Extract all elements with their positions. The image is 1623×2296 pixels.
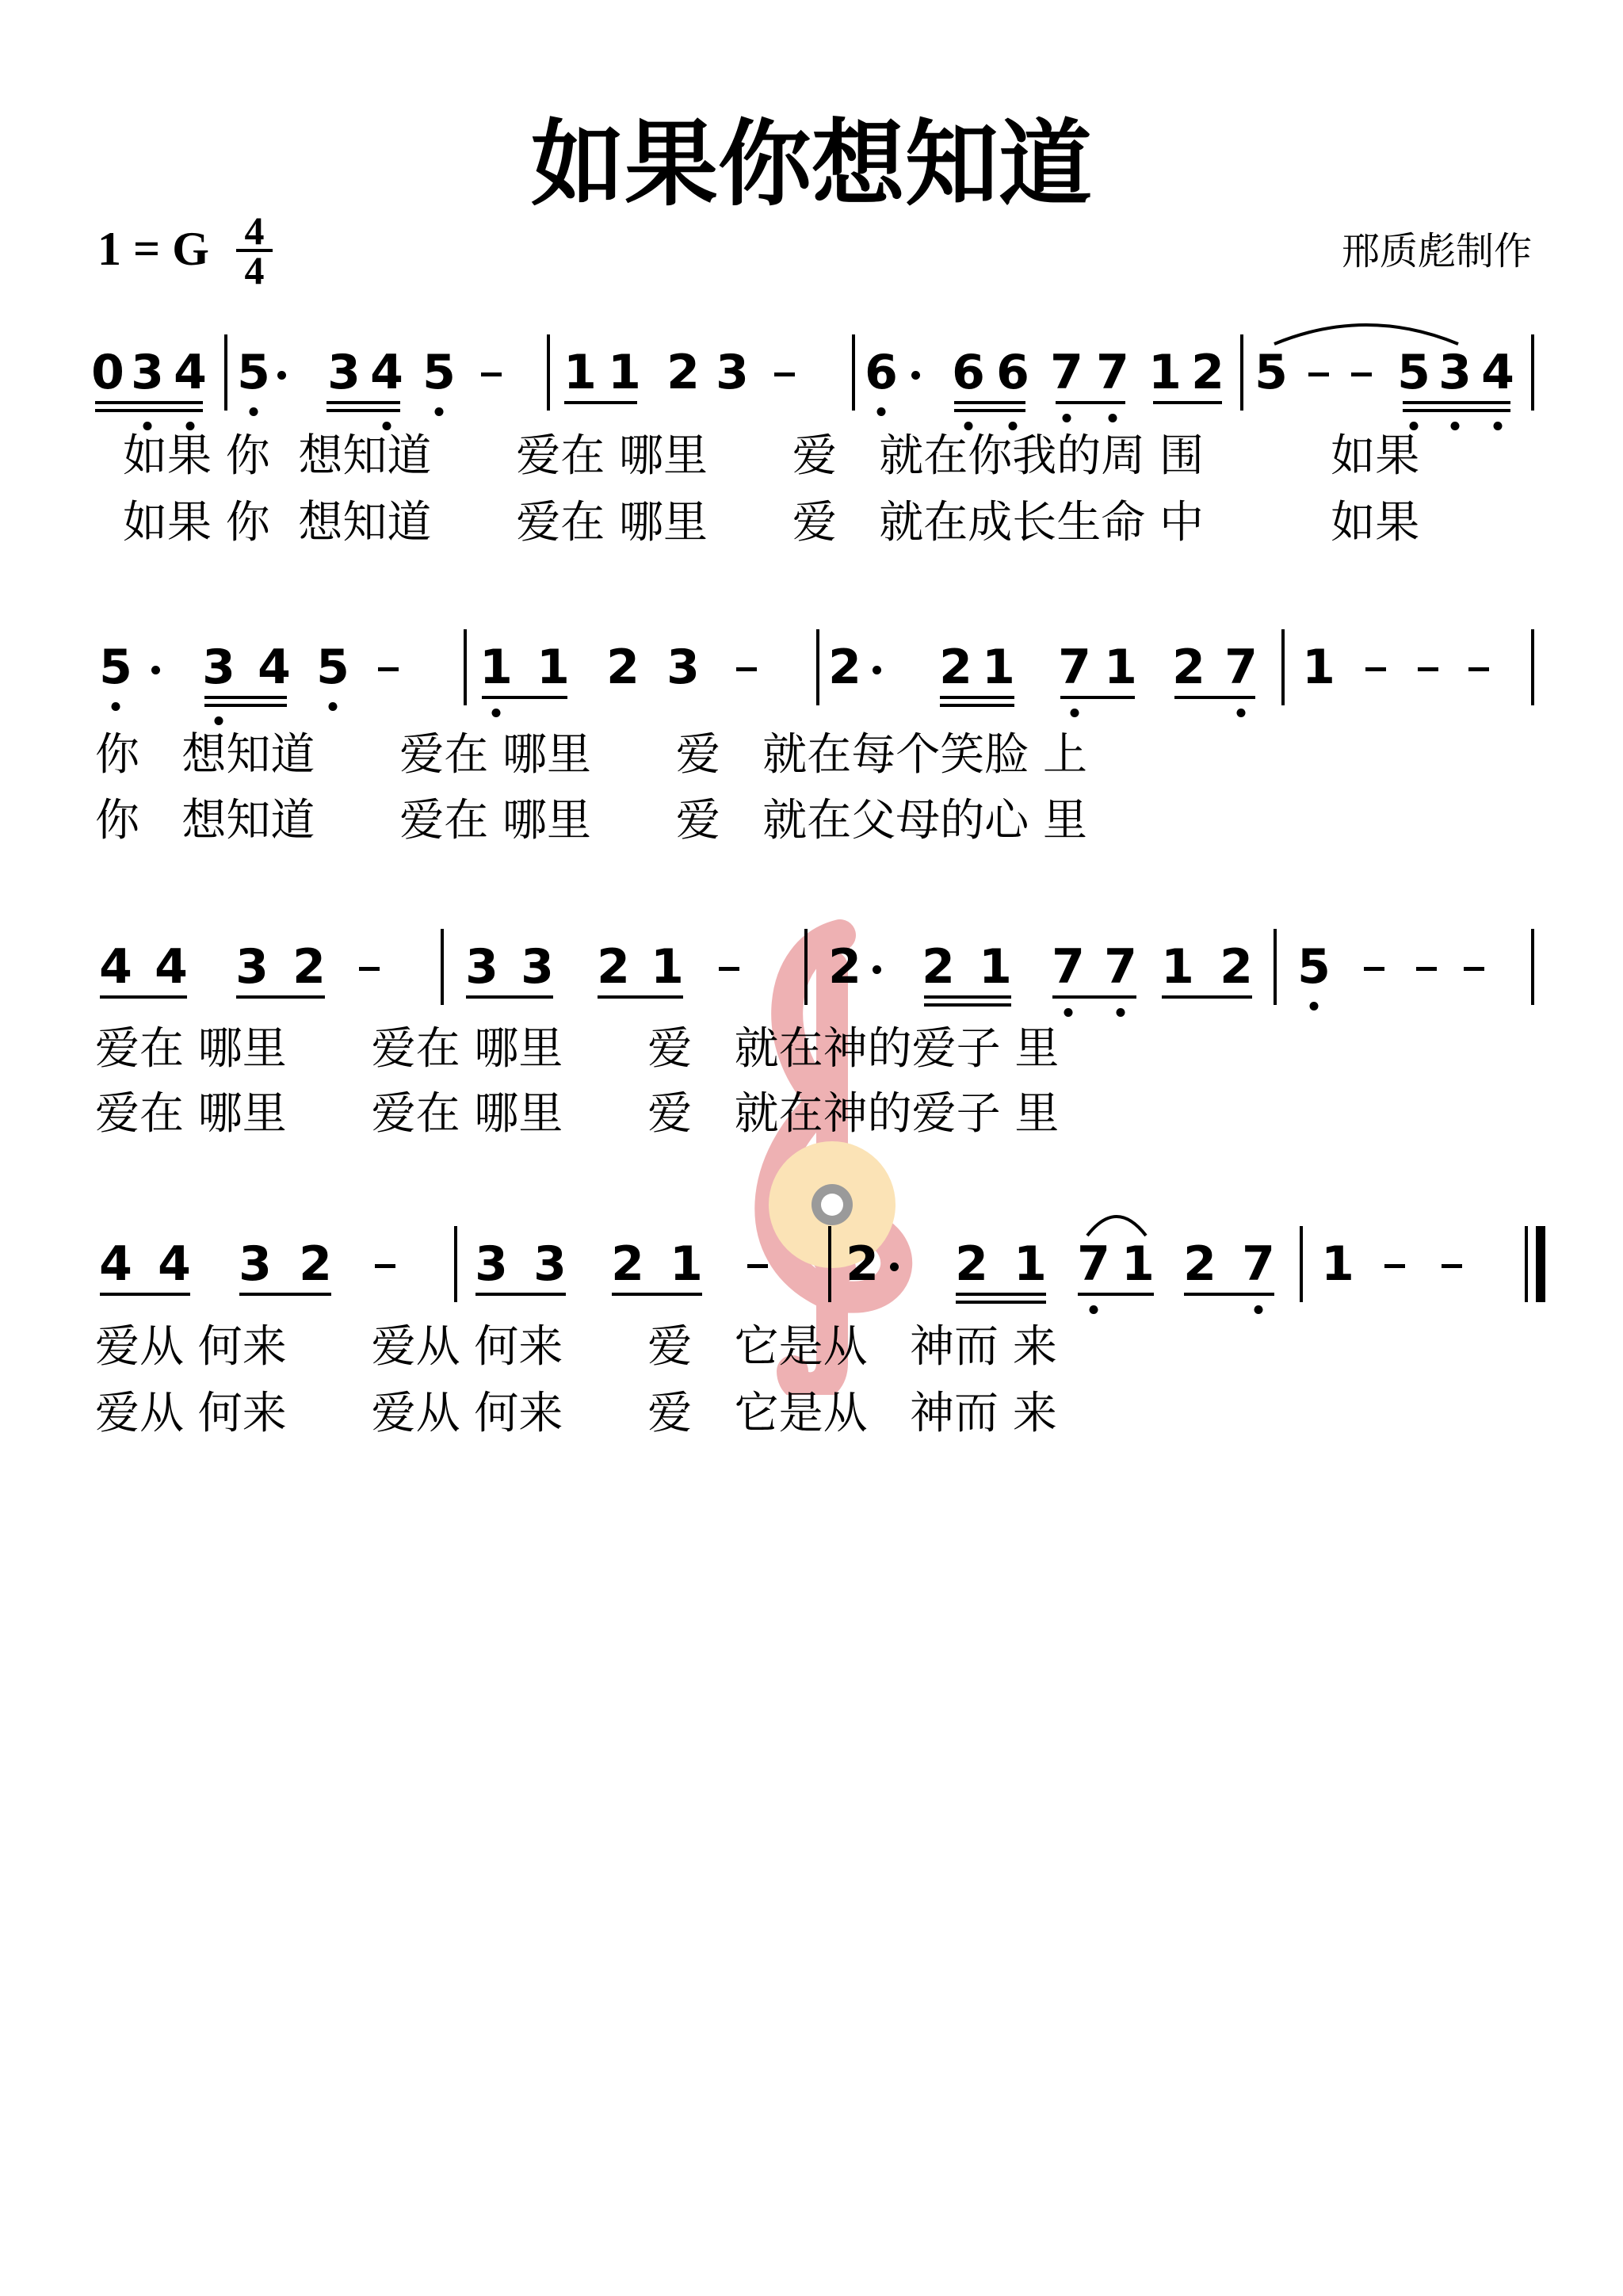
sustain-dash <box>1351 372 1372 376</box>
sustain-dash <box>736 667 757 671</box>
beam-line <box>1174 696 1255 699</box>
sustain-dash <box>378 667 399 671</box>
beam-line <box>100 1293 190 1296</box>
note: 1 <box>479 640 513 695</box>
sustain-dash-label <box>1474 945 1475 946</box>
note: 5 <box>422 345 456 400</box>
note: 2 <box>846 1236 879 1292</box>
bar-line <box>1274 929 1277 1005</box>
note: 1 <box>1161 939 1194 995</box>
beam-line <box>612 1293 702 1296</box>
note: 1 <box>982 640 1015 695</box>
note: 4 <box>1481 345 1514 400</box>
sustain-dash-label <box>369 945 370 946</box>
lyric-line: 爱在 哪里 爱在 哪里 爱 就在神的爱子 里 <box>95 1088 1060 1140</box>
sustain-dash-label <box>1361 350 1362 351</box>
note: 1 <box>1321 1236 1354 1292</box>
note: 2 <box>828 640 861 695</box>
octave-dot <box>143 422 152 430</box>
sustain-dash <box>1468 667 1489 671</box>
lyric-line: 爱在 哪里 爱在 哪里 爱 就在神的爱子 里 <box>95 1023 1060 1075</box>
beam-line <box>466 995 553 999</box>
octave-dot <box>329 702 338 711</box>
note: 1 <box>670 1236 703 1292</box>
note: 1 <box>1302 640 1335 695</box>
beam-line <box>95 401 203 404</box>
note: 2 <box>939 640 972 695</box>
sustain-dash <box>1464 967 1484 971</box>
sustain-dash <box>481 372 502 376</box>
beam-line <box>327 401 400 404</box>
slur-mark <box>1086 1205 1148 1237</box>
note: 4 <box>158 1236 191 1292</box>
note: 3 <box>475 1236 508 1292</box>
note: 1 <box>537 640 570 695</box>
octave-dot <box>492 709 501 717</box>
beam-line <box>1162 995 1252 999</box>
note: 7 <box>1052 939 1085 995</box>
bar-line <box>441 929 444 1005</box>
note: 1 <box>563 345 597 400</box>
note: 3 <box>533 1236 567 1292</box>
augmentation-dot <box>873 666 881 674</box>
beam-line <box>924 995 1011 999</box>
beam-line <box>236 995 325 999</box>
octave-dot <box>1494 422 1503 430</box>
octave-dot <box>1254 1305 1263 1314</box>
note: 2 <box>1183 1236 1216 1292</box>
note: 7 <box>1104 939 1137 995</box>
beam-line <box>1403 409 1510 412</box>
lyric-line: 爱从 何来 爱从 何来 爱 它是从 神而 来 <box>95 1388 1057 1439</box>
time-signature-top: 4 <box>244 208 265 253</box>
augmentation-dot <box>911 371 920 380</box>
augmentation-dot <box>277 371 286 380</box>
octave-dot <box>1109 414 1117 422</box>
note: 2 <box>597 939 630 995</box>
octave-dot <box>435 407 444 416</box>
note: 7 <box>1058 640 1091 695</box>
note: 1 <box>1121 1236 1155 1292</box>
sustain-dash-label <box>1395 1242 1396 1243</box>
beam-line <box>1056 401 1125 404</box>
beam-line <box>239 1293 331 1296</box>
note: 2 <box>606 640 640 695</box>
note: 7 <box>1050 345 1083 400</box>
beam-line <box>564 401 637 404</box>
note: 2 <box>955 1236 988 1292</box>
beam-line <box>475 1293 566 1296</box>
note: 2 <box>611 1236 644 1292</box>
note: 1 <box>1148 345 1182 400</box>
sustain-dash-label <box>729 945 730 946</box>
augmentation-dot <box>151 666 160 674</box>
octave-dot <box>1451 422 1460 430</box>
octave-dot <box>964 422 973 430</box>
beam-line <box>1052 995 1136 999</box>
note: 3 <box>202 640 235 695</box>
sustain-dash <box>747 1264 768 1268</box>
note: 4 <box>258 640 291 695</box>
bar-line <box>852 334 855 411</box>
octave-dot <box>1237 709 1246 717</box>
note: 2 <box>828 939 861 995</box>
augmentation-dot <box>890 1263 899 1271</box>
note: 3 <box>521 939 554 995</box>
octave-dot <box>877 407 886 416</box>
lyric-line: 你 想知道 爱在 哪里 爱 就在每个笑脸 上 <box>95 729 1088 781</box>
note: 2 <box>1172 640 1205 695</box>
beam-line <box>956 1301 1046 1304</box>
octave-dot <box>1064 1008 1073 1017</box>
beam-line <box>1403 401 1510 404</box>
beam-line <box>95 409 203 412</box>
octave-dot <box>1310 1002 1319 1010</box>
note: 2 <box>666 345 700 400</box>
beam-line <box>598 995 683 999</box>
octave-dot <box>112 702 120 711</box>
note: 5 <box>1254 345 1288 400</box>
sustain-dash <box>774 372 795 376</box>
final-bar-thick <box>1536 1226 1545 1302</box>
bar-line <box>1240 334 1243 411</box>
bar-line <box>828 1226 831 1302</box>
note: 3 <box>716 345 749 400</box>
bar-line <box>464 629 467 705</box>
sustain-dash-label <box>491 350 492 351</box>
note: 4 <box>99 1236 132 1292</box>
sustain-dash <box>1384 1264 1405 1268</box>
note: 7 <box>1077 1236 1110 1292</box>
note: 5 <box>1297 939 1331 995</box>
note: 4 <box>370 345 403 400</box>
beam-line <box>956 1293 1046 1296</box>
beam-line <box>1078 1293 1154 1296</box>
note: 3 <box>666 640 700 695</box>
octave-dot <box>1410 422 1419 430</box>
key-signature: 1 = G <box>97 223 209 275</box>
octave-dot <box>1063 414 1071 422</box>
sustain-dash-label <box>1452 1242 1453 1243</box>
beam-line <box>100 995 187 999</box>
sustain-dash-label <box>1426 945 1427 946</box>
note: 5 <box>1397 345 1430 400</box>
note: 2 <box>299 1236 332 1292</box>
sustain-dash <box>1308 372 1329 376</box>
beam-line <box>1060 696 1135 699</box>
bar-line <box>804 929 808 1005</box>
beam-line <box>1184 1293 1274 1296</box>
note: 6 <box>952 345 985 400</box>
bar-line <box>1531 334 1534 411</box>
octave-dot <box>1071 709 1079 717</box>
beam-line <box>940 704 1014 707</box>
note: 7 <box>1242 1236 1275 1292</box>
note: 1 <box>651 939 684 995</box>
sustain-dash-label <box>388 645 389 646</box>
note: 5 <box>237 345 270 400</box>
octave-dot <box>215 716 223 725</box>
octave-dot <box>1117 1008 1125 1017</box>
note: 6 <box>996 345 1029 400</box>
bar-line <box>1300 1226 1303 1302</box>
bar-line <box>1531 629 1534 705</box>
note: 0 <box>91 345 124 400</box>
note: 4 <box>99 939 132 995</box>
note: 3 <box>327 345 361 400</box>
octave-dot <box>250 407 258 416</box>
note: 3 <box>131 345 164 400</box>
note: 5 <box>316 640 349 695</box>
sustain-dash-label <box>1428 645 1429 646</box>
final-bar-thin <box>1525 1226 1528 1302</box>
augmentation-dot <box>873 965 881 974</box>
sustain-dash <box>1416 967 1437 971</box>
note: 2 <box>1191 345 1224 400</box>
note: 3 <box>1438 345 1472 400</box>
lyric-line: 如果 你 想知道 爱在 哪里 爱 就在你我的周 围 如果 <box>123 430 1420 482</box>
sustain-dash-label <box>1479 645 1480 646</box>
lyric-line: 爱从 何来 爱从 何来 爱 它是从 神而 来 <box>95 1321 1057 1373</box>
sustain-dash <box>375 1264 395 1268</box>
beam-line <box>954 401 1025 404</box>
beam-line <box>204 696 287 699</box>
sustain-dash <box>1442 1264 1462 1268</box>
sustain-dash-label <box>385 1242 386 1243</box>
sustain-dash <box>1364 967 1384 971</box>
sustain-dash-label <box>1374 945 1375 946</box>
note: 1 <box>1014 1236 1047 1292</box>
credit-text: 邢质彪制作 <box>1341 229 1532 273</box>
note: 5 <box>99 640 132 695</box>
beam-line <box>482 696 567 699</box>
beam-line <box>327 409 400 412</box>
note: 4 <box>174 345 207 400</box>
note: 2 <box>292 939 326 995</box>
lyric-line: 如果 你 想知道 爱在 哪里 爱 就在成长生命 中 如果 <box>123 497 1420 548</box>
bar-line-start <box>224 334 227 411</box>
note: 7 <box>1096 345 1129 400</box>
note: 7 <box>1224 640 1258 695</box>
bar-line <box>1281 629 1285 705</box>
time-signature-bottom: 4 <box>244 248 265 292</box>
beam-line <box>924 1003 1011 1007</box>
bar-line <box>816 629 819 705</box>
note: 4 <box>155 939 188 995</box>
bar-line <box>454 1226 457 1302</box>
slur-mark <box>1273 314 1460 346</box>
beam-line <box>1153 401 1222 404</box>
sustain-dash-label <box>1376 645 1377 646</box>
note: 1 <box>1104 640 1137 695</box>
octave-dot <box>1090 1305 1098 1314</box>
note: 3 <box>465 939 498 995</box>
beam-line <box>204 704 287 707</box>
octave-dot <box>186 422 195 430</box>
note: 1 <box>979 939 1012 995</box>
beam-line <box>954 409 1025 412</box>
octave-dot <box>383 422 391 430</box>
note: 2 <box>922 939 955 995</box>
page-title: 如果你想知道 <box>530 109 1092 219</box>
note: 1 <box>608 345 641 400</box>
octave-dot <box>1009 422 1018 430</box>
sustain-dash <box>1365 667 1386 671</box>
bar-line <box>1531 929 1534 1005</box>
sustain-dash <box>359 967 380 971</box>
note: 3 <box>235 939 269 995</box>
note: 6 <box>865 345 898 400</box>
sustain-dash <box>1418 667 1438 671</box>
lyric-line: 你 想知道 爱在 哪里 爱 就在父母的心 里 <box>95 795 1088 846</box>
time-signature <box>236 208 273 292</box>
note: 3 <box>239 1236 272 1292</box>
note: 2 <box>1220 939 1253 995</box>
bar-line <box>547 334 550 411</box>
sustain-dash <box>719 967 739 971</box>
beam-line <box>940 696 1014 699</box>
